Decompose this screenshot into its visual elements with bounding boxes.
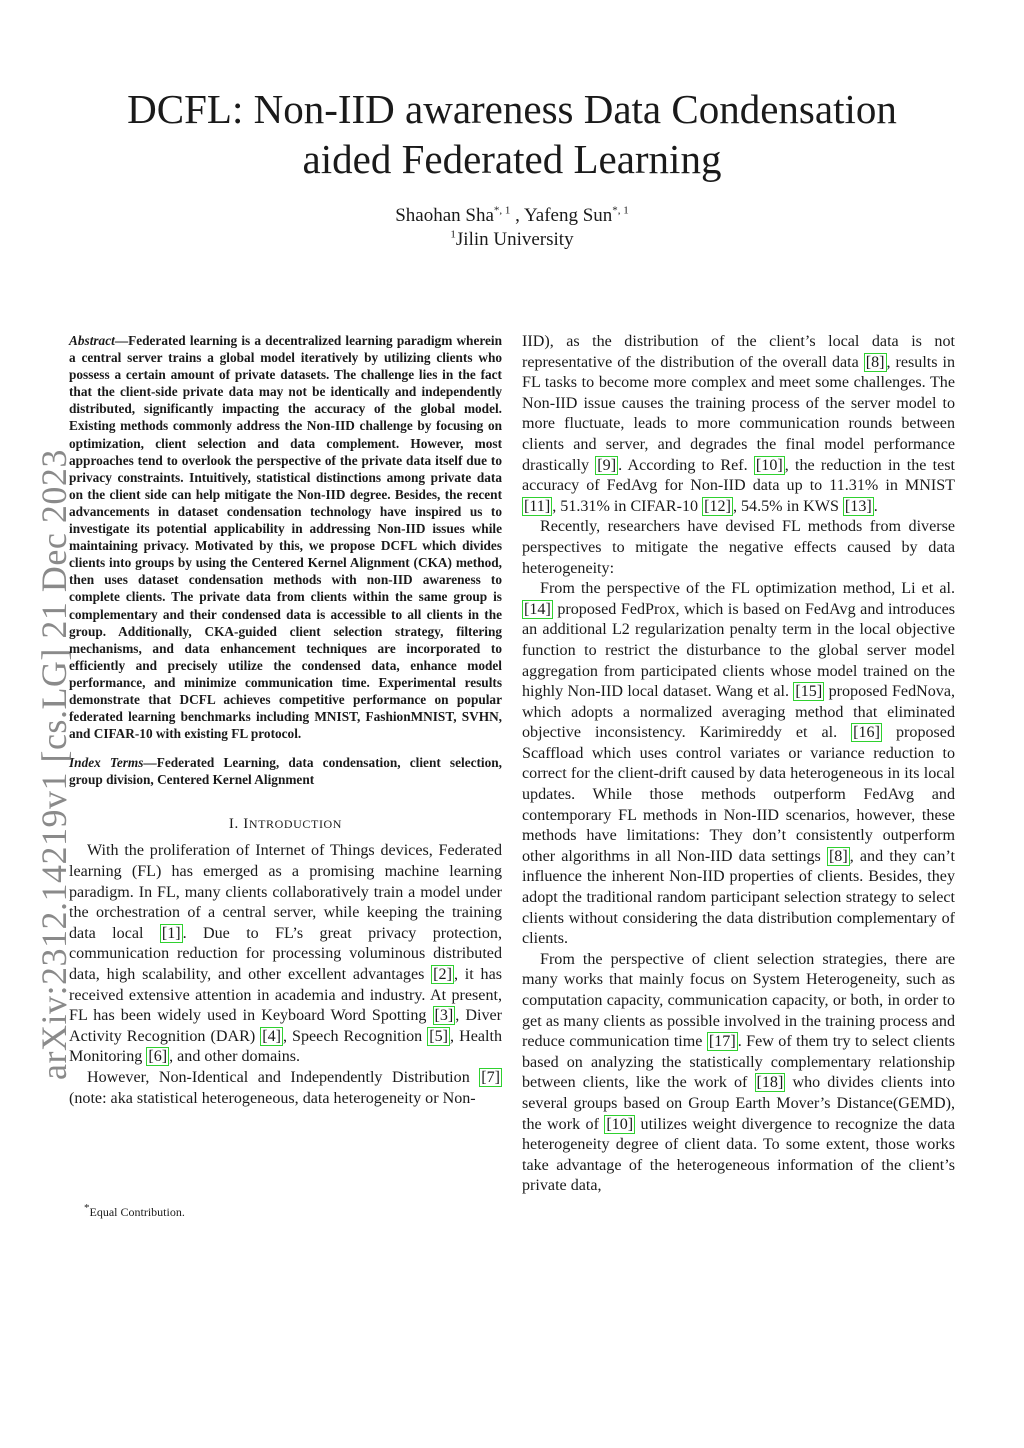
right-column xyxy=(522,332,955,1197)
citation-link[interactable]: [7] xyxy=(481,1068,500,1086)
intro-paragraph-4 xyxy=(522,579,955,950)
title-line-2: aided Federated Learning xyxy=(302,136,722,182)
paragraph-text: proposed Scaffload which uses control variates or variance reduction to correct for the client-drift caused by data heterogeneous in its local updates. While those methods outperform FedAvg and contemporary FL methods in Non-IID scenarios, however, these methods have limitations: They don’t consistently outperform other algorithms in all Non-IID data settings xyxy=(522,724,955,865)
paragraph-text: , the reduction in the test accuracy of FedAvg for Non-IID data up to 11.31% in MNIST xyxy=(522,456,955,495)
left-column xyxy=(69,332,502,1109)
citation-link[interactable]: [8] xyxy=(828,847,848,865)
paragraph-text: . Due to FL’s great privacy protection, communication reduction for processing voluminous distributed data, high scalability, and other excellent advantages xyxy=(69,924,502,983)
paragraph-text: , Diver Activity Recognition (DAR) xyxy=(69,1007,502,1045)
title-line-1: DCFL: Non-IID awareness Data Condensation xyxy=(127,86,897,132)
paragraph-text: (note: aka statistical heterogeneous, data heterogeneity or Non- xyxy=(69,1089,476,1107)
citation-link[interactable]: [11] xyxy=(524,497,551,515)
index-terms-text: —Federated Learning, data condensation, client selection, group division, Centered Kernel Alignment xyxy=(69,755,502,788)
paragraph-text: , it has received extensive attention in academia and industry. At present, FL has been widely used in Keyboard Word Spotting xyxy=(69,966,502,1025)
paragraph-text: . According to Ref. xyxy=(618,456,754,474)
paragraph-text: IID), as the distribution of the client’s local data is not representative of the distribution of the overall data xyxy=(522,333,955,371)
paper-title xyxy=(62,84,962,184)
citation-link[interactable]: [9] xyxy=(597,456,617,474)
citation-link[interactable]: [18] xyxy=(756,1074,784,1092)
intro-paragraph-1 xyxy=(69,841,502,1068)
paragraph-text: , Speech Recognition xyxy=(282,1027,428,1045)
affiliation-line xyxy=(62,228,962,252)
citation-link[interactable]: [8] xyxy=(865,353,885,371)
section-heading-introduction xyxy=(69,816,502,833)
author-line xyxy=(62,204,962,228)
abstract-text: —Federated learning is a decentralized learning paradigm wherein a central server trains a global model iteratively by utilizing clients who possess a certain amount of private datasets. The challenge lies in the fact that the client-side private data may not be identically and independently distributed, significantly impacting the accuracy of the global model. Existing methods commonly address the Non-IID challenge by focusing on optimization, client selection and data complement. However, most approaches tend to overlook the perspective of the private data itself due to privacy constraints. Intuitively, statistical distinctions among private data on the client side can help mitigate the Non-IID degree. Besides, the recent advancements in dataset condensation technology have inspired us to investigate its potential applicability in addressing Non-IID issues while maintaining privacy. Motivated by this, we propose DCFL which divides clients into groups by using the Centered Kernel Alignment (CKA) method, then uses dataset condensation methods with non-IID awareness to complete clients. The private data from clients within the same group is complementary and their condensed data is accessible to all clients in the group. Additionally, CKA-guided client selection strategy, filtering mechanisms, and data enhancement techniques are incorporated to efficiently and precisely utilize the condensed data, enhance model performance, and minimize communication time. Experimental results demonstrate that DCFL achieves competitive performance on popular federated learning benchmarks including MNIST, FashionMNIST, SVHN, and CIFAR-10 with existing FL protocol. xyxy=(69,333,502,742)
section-title-rest: NTRODUCTION xyxy=(248,817,343,832)
citation-link[interactable]: [3] xyxy=(434,1007,454,1025)
citation-link[interactable]: [13] xyxy=(844,497,872,515)
intro-paragraph-3 xyxy=(522,517,955,579)
citation-link[interactable]: [5] xyxy=(429,1027,449,1045)
paragraph-text: Recently, researchers have devised FL methods from diverse perspectives to mitigate the negative effects caused by data heterogeneity: xyxy=(522,518,955,577)
affiliation: Jilin University xyxy=(455,229,574,250)
author-1-name: Shaohan Sha xyxy=(395,205,494,226)
index-terms-label: Index Terms xyxy=(69,755,144,771)
affiliation-mark: 1 xyxy=(450,228,456,241)
intro-paragraph-continued xyxy=(522,332,955,517)
paragraph-text: , Health Monitoring xyxy=(69,1027,502,1066)
author-block xyxy=(62,204,962,252)
citation-link[interactable]: [17] xyxy=(708,1033,736,1051)
author-1-marks: *, 1 xyxy=(493,204,511,217)
intro-paragraph-2 xyxy=(69,1068,502,1109)
footnote-text: Equal Contribution. xyxy=(89,1205,185,1219)
abstract-label: Abstract xyxy=(69,333,115,348)
footnote-mark: * xyxy=(84,1202,90,1214)
paragraph-text: utilizes weight divergence to recognize the data heterogeneity degree of client data. To some extent, those works take advantage of the heterogeneous information of the client’s private data, xyxy=(522,1115,955,1195)
paragraph-text: , results in FL tasks to become more complex and meet some challenges. The Non-IID issue causes the training process of the server model to more fluctuate, leads to more communication rounds between clients and server, and degrades the final model performance drastically xyxy=(522,353,956,474)
author-2-marks: *, 1 xyxy=(612,204,629,217)
index-terms xyxy=(69,754,502,788)
citation-link[interactable]: [12] xyxy=(704,497,731,515)
paragraph-text: . Few of them try to select clients based on analyzing the statistically complementary relationship between clients, like the work of xyxy=(522,1033,956,1092)
citation-link[interactable]: [16] xyxy=(853,724,880,742)
paragraph-text: , and they can’t influence the inherent Non-IID properties of clients. Besides, they adopt the traditional random participant selection strategy to select clients without considering the data distribution complementary of clients. xyxy=(522,847,955,948)
citation-link[interactable]: [4] xyxy=(262,1027,281,1045)
section-title-initial: I xyxy=(243,816,249,833)
paragraph-text: From the perspective of the FL optimization method, Li et al. xyxy=(540,580,955,598)
paragraph-text: , 54.5% in KWS xyxy=(732,497,843,515)
author-separator: , xyxy=(510,205,524,226)
paragraph-text: With the proliferation of Internet of Things devices, Federated learning (FL) has emerged as a promising machine learning paradigm. In FL, many clients collaboratively train a model under the orchestration of a central server, while keeping the training data local xyxy=(69,842,502,942)
author-2-name: Yafeng Sun xyxy=(523,205,613,226)
citation-link[interactable]: [10] xyxy=(755,456,783,474)
paragraph-text: From the perspective of client selection strategies, there are many works that mainly focus on System Heterogeneity, such as computation capacity, communication capacity, or both, in order to get as many clients as possible involved in the training process and reduce communication time xyxy=(522,950,955,1051)
paragraph-text: proposed FedNova, which adopts a normalized averaging method that eliminated objective inconsistency. Karimireddy et al. xyxy=(522,683,955,742)
citation-link[interactable]: [6] xyxy=(148,1048,168,1066)
section-number: I. xyxy=(228,816,244,833)
citation-link[interactable]: [2] xyxy=(433,966,452,983)
paragraph-text: proposed FedProx, which is based on FedAvg and introduces an additional L2 regularization penalty term in the local objective function to restrict the disturbance to the global server model aggregation from participated clients whose model trained on the highly Non-IID local dataset. Wang et al. xyxy=(522,600,955,701)
paragraph-text: , 51.31% in CIFAR-10 xyxy=(552,497,703,515)
citation-link[interactable]: [1] xyxy=(161,924,181,942)
intro-paragraph-5 xyxy=(522,950,955,1197)
citation-link[interactable]: [14] xyxy=(524,600,551,618)
citation-link[interactable]: [15] xyxy=(795,683,823,701)
paragraph-text: who divides clients into several groups based on Group Earth Mover’s Distance(GEMD), the work of xyxy=(522,1074,955,1133)
paragraph-text: . xyxy=(873,497,878,515)
abstract xyxy=(69,332,502,742)
paragraph-text: However, Non-Identical and Independently Distribution xyxy=(87,1068,480,1086)
citation-link[interactable]: [10] xyxy=(606,1115,634,1133)
footnote xyxy=(84,1204,185,1220)
arxiv-identifier: arXiv:2312.14219v1 [cs.LG] 21 Dec 2023 xyxy=(34,449,74,1080)
paragraph-text: , and other domains. xyxy=(169,1048,301,1066)
